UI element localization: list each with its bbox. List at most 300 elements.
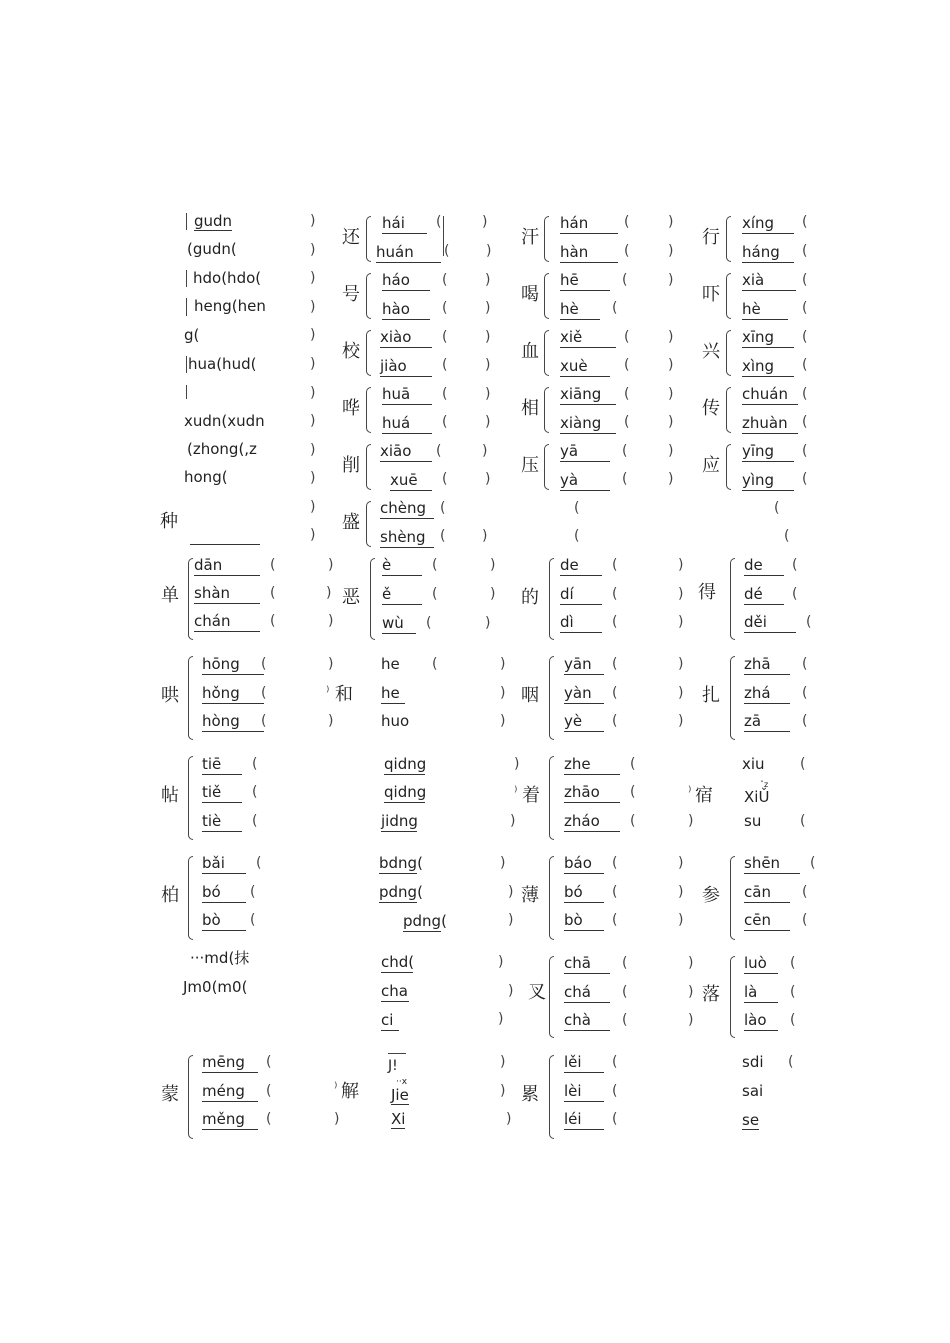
paren-close: ) — [310, 442, 316, 458]
paren-open: ( — [802, 713, 808, 729]
paren-close: ) — [514, 756, 520, 772]
paren-close: ) — [490, 586, 496, 602]
paren-open: ( — [622, 1012, 628, 1028]
pinyin-option: ě — [382, 585, 422, 605]
paren-open: ( — [432, 656, 438, 672]
paren-open: ( — [790, 955, 796, 971]
paren-open: ( — [802, 443, 808, 459]
paren-close: ) — [668, 214, 674, 230]
paren-close: ) — [482, 443, 488, 459]
paren-open: ( — [442, 357, 448, 373]
paren-close: ) — [310, 242, 316, 258]
paren-close: ⁾ — [326, 684, 330, 700]
brace — [366, 330, 371, 376]
pinyin-line: hdo(hdo( — [193, 269, 262, 287]
pinyin-option: cān — [744, 883, 790, 903]
pinyin-option: ci — [381, 1011, 399, 1031]
pinyin-option: tiē — [202, 755, 242, 775]
hanzi-hua: 哗 — [342, 398, 360, 419]
paren-open: ( — [432, 586, 438, 602]
paren-open: ( — [624, 243, 630, 259]
pinyin-option: yìng — [742, 471, 794, 491]
bracket-fragment — [186, 213, 187, 230]
paren-open: ( — [612, 1083, 618, 1099]
bracket-fragment — [186, 356, 187, 373]
paren-close: ) — [490, 557, 496, 573]
pinyin-option: hè — [742, 300, 788, 320]
brace — [188, 856, 193, 940]
paren-open: ( — [624, 329, 630, 345]
paren-open: ( — [790, 1012, 796, 1028]
hanzi-dan: 单 — [161, 585, 179, 606]
hanzi-lei: 累 — [521, 1084, 539, 1105]
pinyin-option: chá — [564, 983, 610, 1003]
pinyin-option: jidng — [381, 812, 418, 830]
paren-open: ( — [802, 656, 808, 672]
paren-close: ) — [328, 656, 334, 672]
pinyin-option: zhuàn — [742, 414, 798, 434]
paren-open: ( — [250, 884, 256, 900]
paren-close: ) — [678, 855, 684, 871]
paren-close: ⁾ — [688, 784, 692, 800]
paren-close: ) — [678, 656, 684, 672]
paren-close: ) — [668, 443, 674, 459]
pinyin-option: xià — [742, 271, 796, 291]
pinyin-option: zháo — [564, 812, 620, 832]
pinyin-option: hē — [560, 271, 610, 291]
pinyin-option: bǎi — [202, 854, 246, 874]
hanzi-ying: 应 — [702, 455, 720, 476]
paren-close: ) — [485, 272, 491, 288]
paren-open: ( — [252, 813, 258, 829]
pinyin-option: chèng — [380, 499, 434, 519]
pinyin-option: hōng — [202, 655, 264, 675]
paren-open: ( — [792, 586, 798, 602]
brace — [188, 756, 193, 840]
brace — [544, 330, 549, 376]
pinyin-line: heng(hen — [194, 297, 266, 315]
pinyin-option: měng — [202, 1110, 258, 1130]
paren-open: ( — [256, 855, 262, 871]
paren-close: ) — [668, 243, 674, 259]
paren-close: ⁾ — [334, 1080, 338, 1096]
paren-close: ) — [678, 614, 684, 630]
paren-open: ( — [612, 713, 618, 729]
paren-close: ) — [498, 954, 504, 970]
paren-open: ( — [630, 813, 636, 829]
paren-open: ( — [802, 912, 808, 928]
hanzi-su: 宿 — [695, 785, 713, 806]
brace — [730, 656, 735, 740]
pinyin-option: jiào — [380, 357, 432, 377]
paren-close: ) — [310, 527, 316, 543]
pinyin-option: bò — [564, 911, 604, 931]
pinyin-option: shèng — [380, 528, 434, 548]
hanzi-shen: 参 — [702, 885, 720, 906]
pinyin-option: sai — [742, 1082, 764, 1100]
pinyin-option: chd( — [381, 953, 415, 971]
pinyin-option: hàn — [560, 243, 618, 263]
paren-close: ) — [310, 385, 316, 401]
paren-open: ( — [802, 471, 808, 487]
pinyin-option: cha — [381, 982, 408, 1000]
brace — [188, 1055, 193, 1139]
pinyin-option: è — [382, 556, 422, 576]
paren-close: ) — [678, 586, 684, 602]
pinyin-option: là — [744, 983, 778, 1003]
paren-open: ( — [802, 243, 808, 259]
paren-open: ( — [612, 884, 618, 900]
pinyin-option: chā — [564, 954, 610, 974]
hanzi-hai: 还 — [342, 227, 360, 248]
paren-open: ( — [442, 329, 448, 345]
pinyin-option: wù — [382, 614, 416, 634]
pinyin-line: ···md(抹 — [190, 949, 250, 967]
paren-open: ( — [802, 272, 808, 288]
brace — [730, 956, 735, 1038]
paren-close: ) — [500, 1054, 506, 1070]
paren-open: ( — [624, 214, 630, 230]
hanzi-cha: 叉 — [528, 982, 546, 1003]
paren-open: ( — [802, 884, 808, 900]
paren-close: ) — [498, 1011, 504, 1027]
brace — [544, 387, 549, 433]
paren-open: ( — [802, 386, 808, 402]
pinyin-option: he — [381, 684, 405, 704]
paren-close: ) — [688, 955, 694, 971]
pinyin-option: bdng( — [379, 854, 423, 872]
paren-close: ) — [485, 471, 491, 487]
brace — [188, 558, 193, 640]
paren-close: ) — [668, 414, 674, 430]
pinyin-option: hán — [560, 214, 618, 234]
paren-open: ( — [266, 1083, 272, 1099]
paren-open: ( — [436, 214, 442, 230]
paren-close: ) — [500, 713, 506, 729]
paren-close: ⁾ — [514, 784, 518, 800]
brace — [549, 856, 554, 940]
pinyin-option: sdi — [742, 1053, 764, 1071]
pinyin-option: de — [744, 556, 784, 576]
paren-open: ( — [270, 613, 276, 629]
paren-close: ) — [678, 685, 684, 701]
bracket-fragment — [186, 298, 187, 316]
pinyin-line: g( — [184, 326, 200, 344]
pinyin-option: háng — [742, 243, 794, 263]
paren-open: ( — [612, 912, 618, 928]
pinyin-option: de — [560, 556, 602, 576]
brace — [549, 756, 554, 840]
paren-open: ( — [612, 300, 618, 316]
pinyin-option: Jie — [391, 1086, 409, 1104]
paren-open: ( — [774, 500, 780, 516]
paren-open: ( — [442, 414, 448, 430]
pinyin-option: cēn — [744, 911, 790, 931]
pinyin-option: xiāo — [380, 442, 432, 462]
pinyin-option: pdng( — [379, 883, 423, 901]
brace — [544, 444, 549, 490]
paren-close: ) — [485, 329, 491, 345]
hanzi-xing: 兴 — [702, 341, 720, 362]
pinyin-option: yà — [560, 471, 610, 491]
brace — [366, 444, 371, 490]
pinyin-option: qidng — [384, 755, 427, 773]
paren-open: ( — [266, 1054, 272, 1070]
paren-close: ) — [310, 470, 316, 486]
paren-open: ( — [440, 528, 446, 544]
brace — [726, 387, 731, 433]
hanzi-meng: 蒙 — [161, 1084, 179, 1105]
paren-open: ( — [250, 912, 256, 928]
tone-mark: ˇz — [760, 780, 769, 789]
paren-open: ( — [630, 784, 636, 800]
paren-close: ) — [485, 615, 491, 631]
paren-open: ( — [612, 855, 618, 871]
hanzi-xiao: 校 — [342, 341, 360, 362]
hanzi-de: 的 — [521, 587, 539, 608]
pinyin-option: hòng — [202, 712, 264, 732]
answer-blank[interactable] — [190, 524, 260, 545]
pinyin-option: zā — [744, 712, 790, 732]
pinyin-option: xìng — [742, 357, 794, 377]
paren-open: ( — [800, 813, 806, 829]
paren-open: ( — [612, 1111, 618, 1127]
paren-open: ( — [574, 528, 580, 544]
hanzi-sheng: 盛 — [342, 512, 360, 533]
paren-open: ( — [802, 414, 808, 430]
paren-close: ) — [310, 413, 316, 429]
pinyin-option: zhe — [564, 755, 620, 775]
paren-close: ) — [485, 386, 491, 402]
hanzi-zhuan: 传 — [702, 398, 720, 419]
tone-mark: ··x — [396, 1077, 408, 1087]
hanzi-bao: 薄 — [521, 885, 539, 906]
pinyin-option: xiào — [380, 328, 432, 348]
hanzi-han: 汗 — [521, 227, 539, 248]
paren-close: ) — [310, 270, 316, 286]
hanzi-e: 恶 — [342, 587, 360, 608]
hanzi-zhe: 着 — [522, 785, 540, 806]
pinyin-option: xiu — [742, 755, 765, 773]
paren-open: ( — [806, 614, 812, 630]
pinyin-option: yā — [560, 442, 610, 462]
pinyin-option: děi — [744, 613, 796, 633]
hanzi-xue: 血 — [521, 341, 539, 362]
bracket-fragment — [186, 385, 187, 399]
paren-close: ) — [510, 813, 516, 829]
pinyin-option: lào — [744, 1011, 778, 1031]
pinyin-option: báo — [564, 854, 604, 874]
overline — [388, 1053, 406, 1054]
paren-open: ( — [622, 471, 628, 487]
pinyin-line: (zhong(,z — [187, 440, 257, 458]
hanzi-xia: 吓 — [702, 284, 720, 305]
brace — [549, 558, 554, 640]
pinyin-line: (gudn( — [187, 240, 237, 258]
brace — [544, 273, 549, 319]
hanzi-he: 和 — [335, 684, 353, 705]
paren-open: ( — [784, 528, 790, 544]
paren-open: ( — [622, 984, 628, 1000]
hanzi-zha: 扎 — [702, 685, 720, 706]
hanzi-luo: 落 — [702, 984, 720, 1005]
paren-open: ( — [810, 855, 816, 871]
paren-close: ) — [668, 272, 674, 288]
pinyin-line: gudn — [194, 212, 233, 230]
paren-close: ) — [310, 499, 316, 515]
paren-open: ( — [790, 984, 796, 1000]
pinyin-option: hào — [382, 300, 430, 320]
pinyin-option: dì — [560, 613, 602, 633]
pinyin-option: lěi — [564, 1053, 604, 1073]
brace — [726, 330, 731, 376]
paren-close: ) — [678, 884, 684, 900]
brace — [366, 387, 371, 433]
pinyin-option: chán — [194, 612, 260, 632]
brace — [730, 558, 735, 640]
paren-open: ( — [440, 500, 446, 516]
paren-close: ) — [688, 813, 694, 829]
paren-open: ( — [792, 557, 798, 573]
pinyin-option: mēng — [202, 1053, 258, 1073]
paren-open: ( — [612, 685, 618, 701]
pinyin-option: yàn — [564, 684, 604, 704]
paren-close: ) — [508, 884, 514, 900]
pinyin-option: tiè — [202, 812, 242, 832]
pinyin-option: bó — [564, 883, 604, 903]
pinyin-option: luò — [744, 954, 778, 974]
paren-close: ) — [508, 912, 514, 928]
paren-close: ) — [678, 713, 684, 729]
pinyin-option: chà — [564, 1011, 610, 1031]
pinyin-option: lèi — [564, 1082, 604, 1102]
paren-open: ( — [612, 614, 618, 630]
paren-close: ) — [310, 327, 316, 343]
brace — [726, 273, 731, 319]
brace — [549, 1055, 554, 1139]
pinyin-option: xuè — [560, 357, 610, 377]
paren-open: ( — [444, 243, 450, 259]
paren-open: ( — [261, 656, 267, 672]
paren-open: ( — [436, 443, 442, 459]
paren-open: ( — [261, 685, 267, 701]
hanzi-ya: 压 — [521, 455, 539, 476]
paren-open: ( — [788, 1054, 794, 1070]
hanzi-he: 喝 — [521, 284, 539, 305]
paren-open: ( — [432, 557, 438, 573]
pinyin-option: huá — [382, 414, 432, 434]
paren-open: ( — [802, 329, 808, 345]
paren-open: ( — [612, 586, 618, 602]
paren-open: ( — [622, 443, 628, 459]
pinyin-option: yīng — [742, 442, 794, 462]
paren-open: ( — [270, 557, 276, 573]
brace — [730, 856, 735, 940]
pinyin-option: méng — [202, 1082, 258, 1102]
paren-close: ) — [326, 585, 332, 601]
pinyin-option: qidng — [384, 783, 427, 801]
paren-open: ( — [612, 1054, 618, 1070]
pinyin-option: dé — [744, 585, 784, 605]
pinyin-line: xudn(xudn — [184, 412, 265, 430]
pinyin-option: léi — [564, 1110, 604, 1130]
paren-close: ) — [688, 1012, 694, 1028]
pinyin-option: tiě — [202, 783, 242, 803]
paren-close: ) — [688, 984, 694, 1000]
paren-close: ) — [485, 300, 491, 316]
paren-close: ) — [506, 1111, 512, 1127]
pinyin-option: se — [742, 1111, 760, 1129]
pinyin-line: hong( — [184, 468, 228, 486]
brace — [544, 216, 549, 262]
pinyin-option: he — [381, 655, 400, 673]
paren-open: ( — [252, 756, 258, 772]
paren-open: ( — [426, 615, 432, 631]
paren-open: ( — [252, 784, 258, 800]
brace — [370, 558, 375, 640]
hanzi-hong: 哄 — [161, 685, 179, 706]
hanzi-xue: 削 — [342, 455, 360, 476]
paren-open: ( — [800, 756, 806, 772]
paren-open: ( — [442, 272, 448, 288]
pinyin-option: huā — [382, 385, 432, 405]
paren-close: ) — [668, 471, 674, 487]
paren-open: ( — [612, 557, 618, 573]
hanzi-tie: 帖 — [161, 785, 179, 806]
paren-open: ( — [261, 713, 267, 729]
paren-close: ) — [485, 414, 491, 430]
hanzi-hang: 行 — [702, 227, 720, 248]
hanzi-zhong: 种 — [160, 511, 178, 532]
paren-open: ( — [612, 656, 618, 672]
paren-close: ) — [482, 214, 488, 230]
brace — [366, 273, 371, 319]
pinyin-option: xuē — [390, 471, 432, 491]
pinyin-option: zhá — [744, 684, 790, 704]
paren-open: ( — [802, 685, 808, 701]
brace — [549, 656, 554, 740]
paren-close: ) — [668, 357, 674, 373]
paren-open: ( — [622, 272, 628, 288]
brace — [726, 216, 731, 262]
pinyin-option: chuán — [742, 385, 798, 405]
paren-open: ( — [630, 756, 636, 772]
paren-close: ) — [668, 329, 674, 345]
paren-close: ) — [310, 299, 316, 315]
paren-open: ( — [624, 414, 630, 430]
paren-close: ) — [678, 912, 684, 928]
pinyin-option: xiě — [560, 328, 616, 348]
paren-open: ( — [442, 386, 448, 402]
bracket-fragment — [186, 270, 187, 287]
paren-open: ( — [624, 357, 630, 373]
paren-open: ( — [574, 500, 580, 516]
hanzi-xiang: 相 — [521, 398, 539, 419]
paren-open: ( — [266, 1111, 272, 1127]
pinyin-line: hua(hud( — [188, 355, 257, 373]
pinyin-option: hǒng — [202, 684, 264, 704]
pinyin-option: yè — [564, 712, 604, 732]
pinyin-option: huán — [376, 243, 441, 263]
pinyin-option: hái — [382, 214, 427, 234]
paren-close: ) — [310, 213, 316, 229]
paren-close: ) — [486, 243, 492, 259]
brace — [549, 956, 554, 1038]
brace — [366, 501, 371, 547]
hanzi-hao: 号 — [342, 284, 360, 305]
hanzi-jie: 解 — [341, 1081, 359, 1102]
paren-close: ) — [328, 557, 334, 573]
